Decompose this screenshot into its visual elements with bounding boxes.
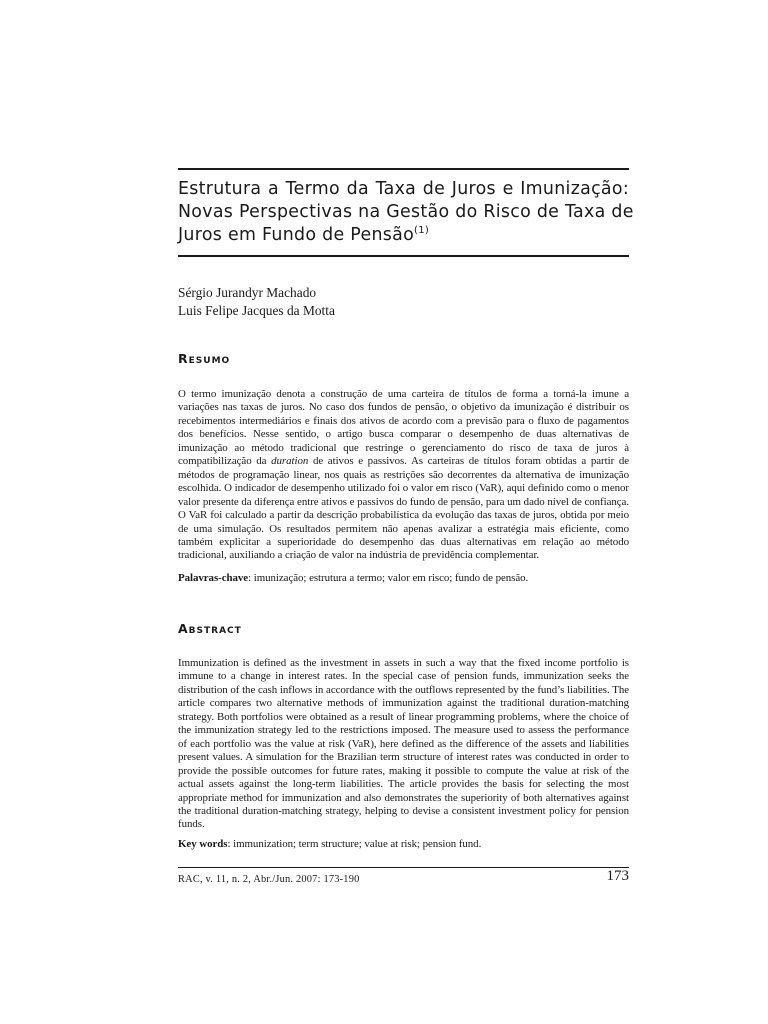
author-1: Sérgio Jurandyr Machado xyxy=(178,285,317,300)
title-line-3-text: Juros em Fundo de Pensão xyxy=(178,225,415,245)
resumo-heading: Resumo xyxy=(178,351,231,366)
resumo-paragraph xyxy=(178,388,629,563)
footer-rule xyxy=(178,867,629,868)
page-number: 173 xyxy=(606,868,629,884)
palavras-chave xyxy=(178,572,629,585)
key-words xyxy=(178,838,629,851)
key-words-label: Key words xyxy=(178,838,228,850)
title-bottom-rule xyxy=(178,255,629,257)
title-top-rule xyxy=(178,168,629,170)
abstract-heading: Abstract xyxy=(178,621,242,636)
footer-citation: RAC, v. 11, n. 2, Abr./Jun. 2007: 173-190 xyxy=(178,874,360,885)
resumo-text-part-1: O termo imunização denota a construção de uma carteira de títulos de forma a torná-la imune a variações nas taxas de juros. No caso dos fundos de pensão, o objetivo da imunização é distribuir os recebimentos intermediários e finais dos ativos de acordo com a previsão para o fluxo de pagamentos dos benefícios. Nesse sentido, o artigo busca comparar o desempenho de duas alternativas de imunização ao método tradicional que restringe o gerenciamento do risco de taxa de juros à compatibilização da xyxy=(178,388,629,468)
resumo-text-part-2: de ativos e passivos. As carteiras de títulos foram obtidas a partir de métodos de programação linear, nos quais as restrições são decorrentes da alternativa de imunização escolhida. O indicador de desempenho utilizado foi o valor em risco (VaR), aqui definido como o menor valor presente da diferença entre ativos e passivos do fundo de pensão, para um dado nível de confiança. O VaR foi calculado a partir da descrição probabilística da evolução das taxas de juros, obtida por meio de uma simulação. Os resultados permitem não apenas avalizar a estratégia mais eficiente, como também explicitar a superioridade do desempenho das duas alternativas em relação ao método tradicional, auxiliando a criação de valor na indústria de previdência complementar. xyxy=(178,455,630,562)
title-footnote-marker: (1) xyxy=(414,225,430,236)
palavras-chave-text: : imunização; estrutura a termo; valor em risco; fundo de pensão. xyxy=(248,572,529,584)
abstract-paragraph: Immunization is defined as the investment in assets in such a way that the fixed income portfolio is immune to a change in interest rates. In the special case of pension funds, immunization seeks the distribution of the cash inflows in accordance with the outflows represented by the fund’s liabilities. The article compares two alternative methods of immunization against the traditional duration-matching strategy. Both portfolios were obtained as a result of linear programming problems, where the choice of the immunization strategy led to the restrictions imposed. The measure used to assess the performance of each portfolio was the value at risk (VaR), here defined as the difference of the assets and liabilities present values. A simulation for the Brazilian term structure of interest rates was conducted in order to provide the possible outcomes for future rates, making it possible to compute the value at risk of the actual assets against the long-term liabilities. The article provides the basis for selecting the most appropriate method for immunization and also demonstrates the superiority of both alternatives against the traditional duration-matching strategy, helping to devise a consistent investment policy for pension funds. xyxy=(178,657,629,831)
author-2: Luis Felipe Jacques da Motta xyxy=(178,303,335,318)
author-list xyxy=(178,284,335,320)
title-line-2: Novas Perspectivas na Gestão do Risco de Taxa de xyxy=(178,202,634,222)
resumo-italic-term: duration xyxy=(271,455,309,468)
key-words-text: : immunization; term structure; value at risk; pension fund. xyxy=(227,838,482,850)
article-title xyxy=(178,178,634,247)
title-line-1: Estrutura a Termo da Taxa de Juros e Imunização: xyxy=(178,179,629,199)
title-line-3 xyxy=(178,224,629,247)
palavras-chave-label: Palavras-chave xyxy=(178,572,249,584)
